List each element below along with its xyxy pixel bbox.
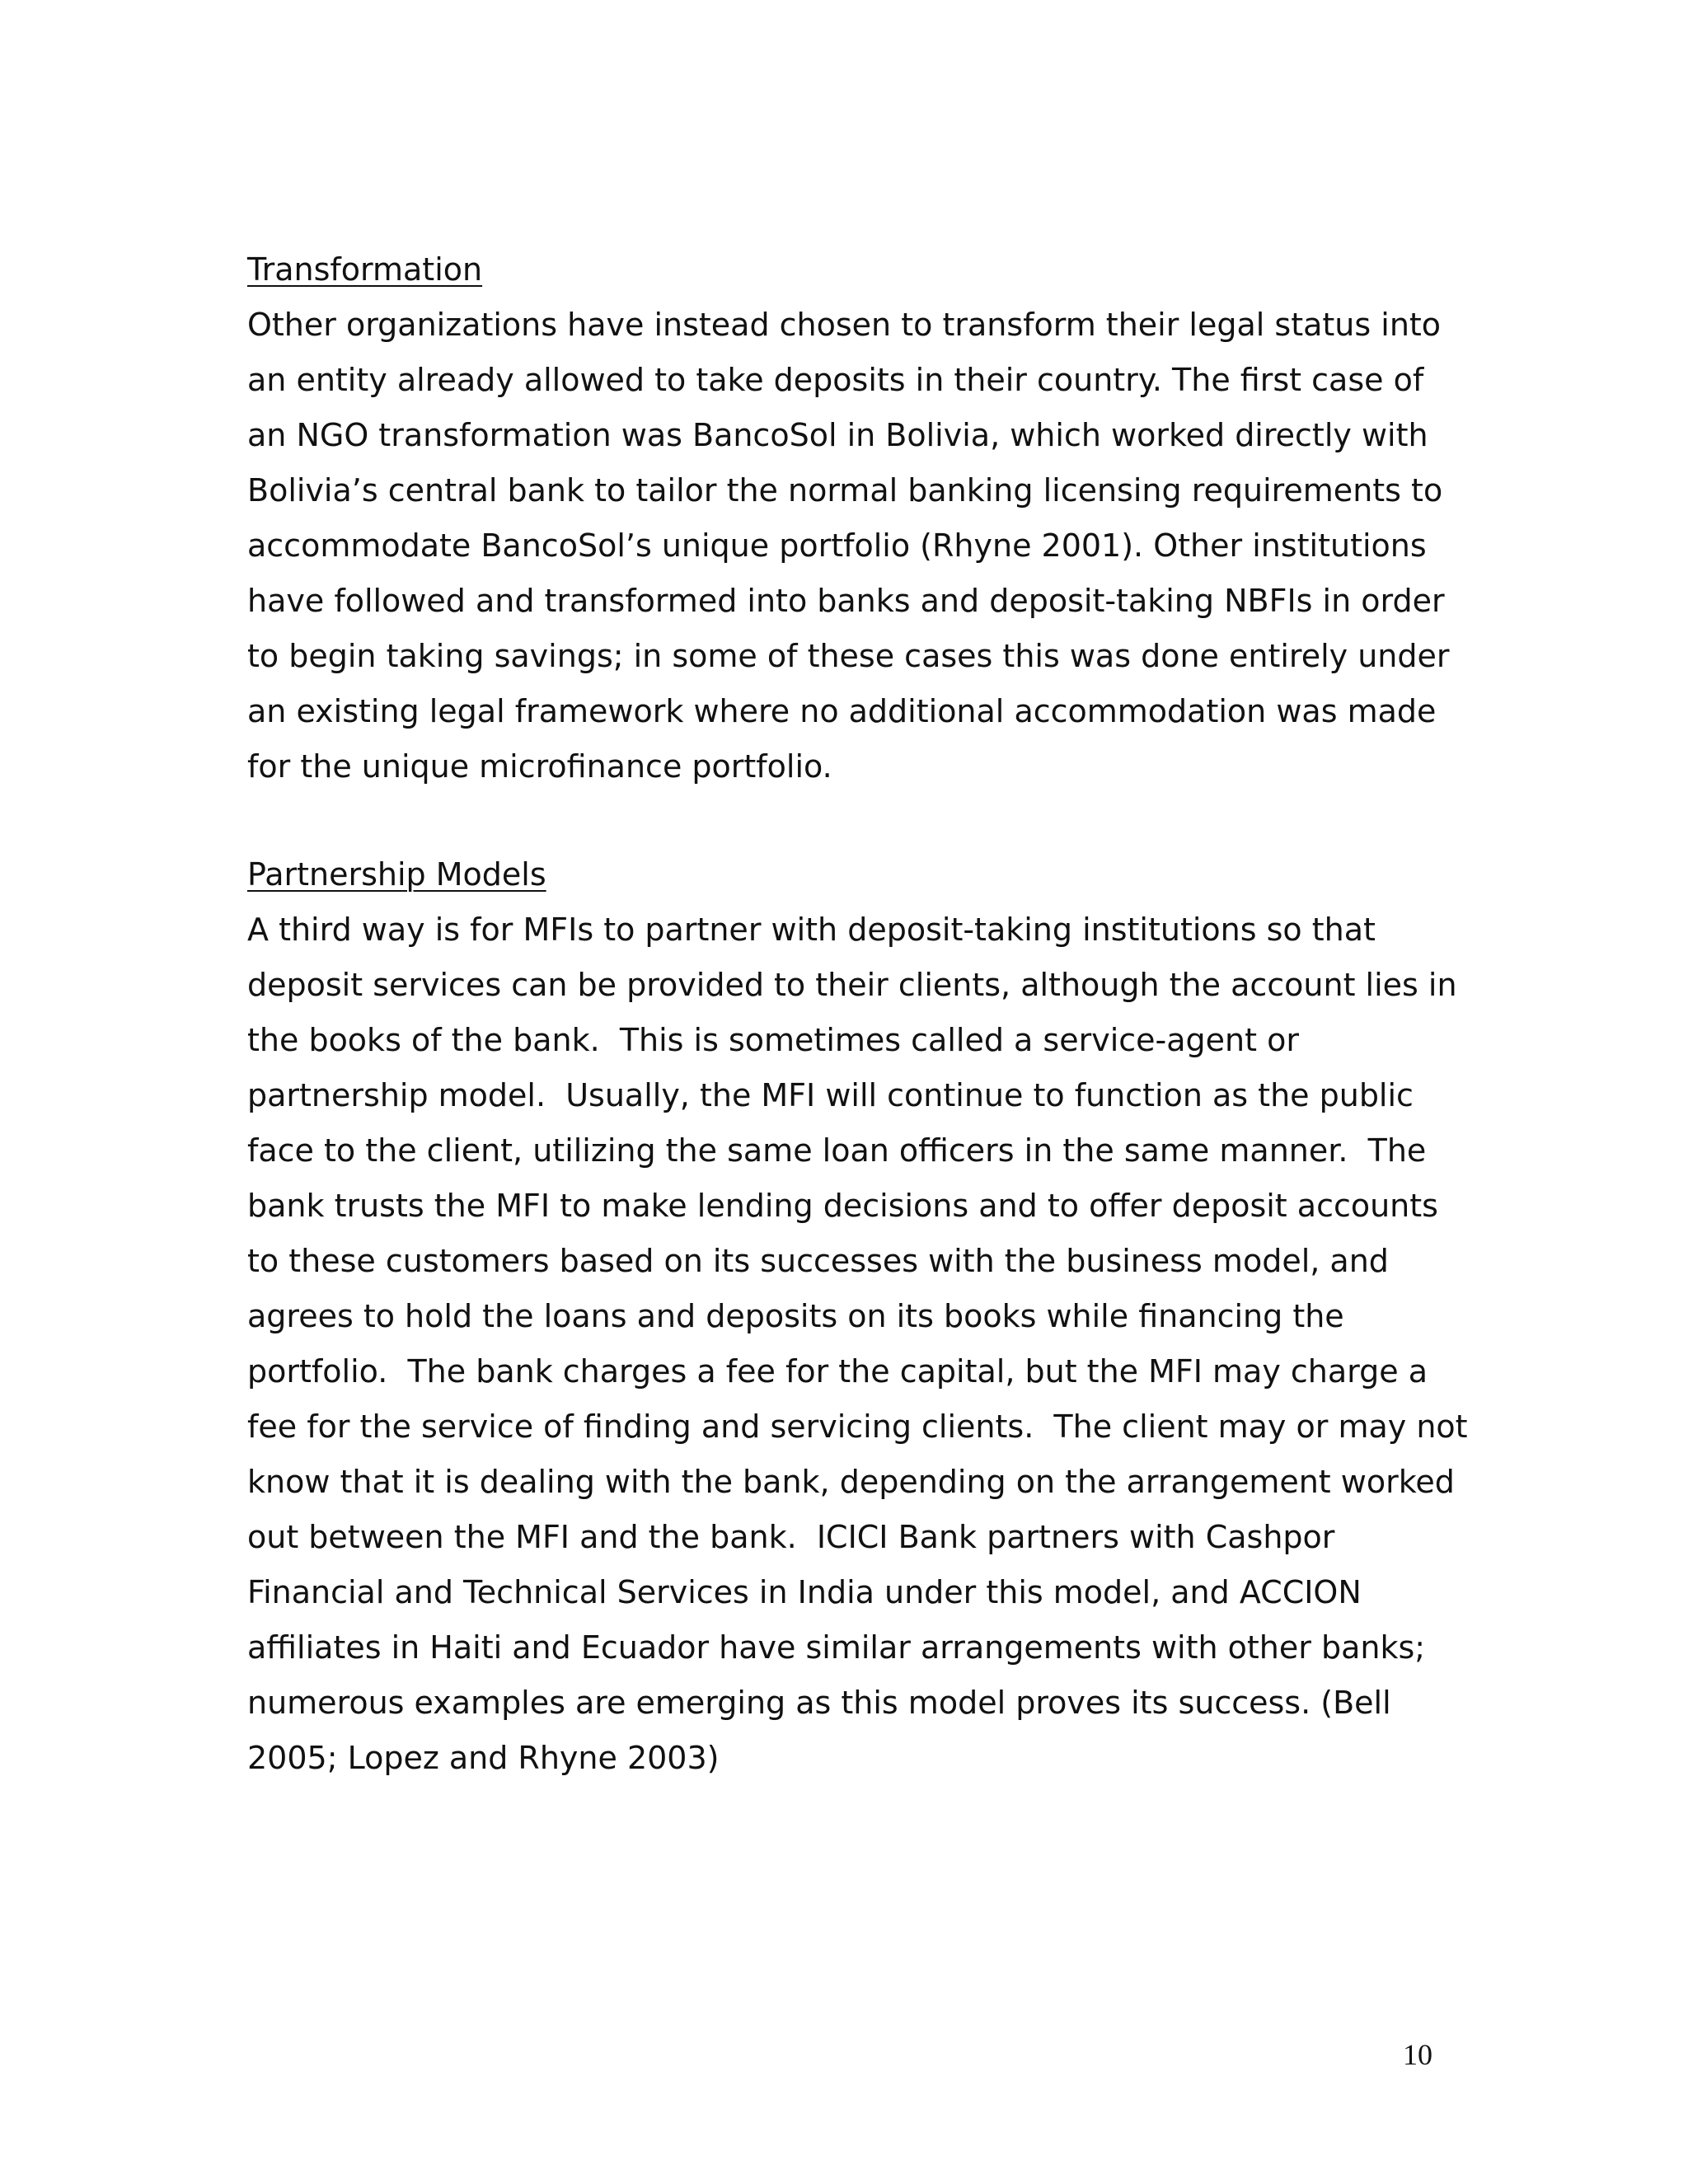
body-line: portfolio. The bank charges a fee for the capital, but the MFI may charge a: [247, 1353, 1428, 1390]
section-body: [247, 902, 1468, 1786]
body-line: to begin taking savings; in some of these cases this was done entirely under: [247, 638, 1450, 674]
section-body: [247, 298, 1451, 794]
body-line: to these customers based on its successes with the business model, and: [247, 1243, 1389, 1279]
body-line: an existing legal framework where no additional accommodation was made: [247, 693, 1437, 729]
body-line: affiliates in Haiti and Ecuador have similar arrangements with other banks;: [247, 1629, 1426, 1666]
body-line: accommodate BancoSol’s unique portfolio (Rhyne 2001). Other institutions: [247, 527, 1427, 564]
body-line: for the unique microfinance portfolio.: [247, 748, 832, 785]
body-line: an entity already allowed to take deposits in their country. The first case of: [247, 362, 1424, 398]
body-line: numerous examples are emerging as this model proves its success. (Bell: [247, 1685, 1391, 1721]
body-line: bank trusts the MFI to make lending decisions and to offer deposit accounts: [247, 1188, 1438, 1224]
body-line: 2005; Lopez and Rhyne 2003): [247, 1740, 720, 1776]
section-partnership-models: [247, 847, 1468, 1786]
body-line: partnership model. Usually, the MFI will continue to function as the public: [247, 1077, 1414, 1113]
section-heading: Partnership Models: [247, 856, 546, 893]
body-line: Other organizations have instead chosen to transform their legal status into: [247, 307, 1442, 343]
body-line: agrees to hold the loans and deposits on its books while financing the: [247, 1298, 1344, 1334]
body-line: Financial and Technical Services in India under this model, and ACCION: [247, 1574, 1362, 1610]
body-line: deposit services can be provided to their clients, although the account lies in: [247, 967, 1457, 1003]
section-transformation: [247, 242, 1451, 794]
section-heading: Transformation: [247, 251, 483, 288]
body-line: Bolivia’s central bank to tailor the normal banking licensing requirements to: [247, 472, 1443, 509]
body-line: the books of the bank. This is sometimes called a service-agent or: [247, 1022, 1299, 1058]
page-number: 10: [1403, 2038, 1432, 2071]
body-line: out between the MFI and the bank. ICICI Bank partners with Cashpor: [247, 1519, 1335, 1555]
body-line: fee for the service of finding and servicing clients. The client may or may not: [247, 1408, 1468, 1445]
body-line: have followed and transformed into banks and deposit-taking NBFIs in order: [247, 583, 1445, 619]
body-line: face to the client, utilizing the same loan officers in the same manner. The: [247, 1132, 1427, 1169]
body-line: know that it is dealing with the bank, depending on the arrangement worked: [247, 1464, 1455, 1500]
body-line: an NGO transformation was BancoSol in Bolivia, which worked directly with: [247, 417, 1428, 453]
body-line: A third way is for MFIs to partner with deposit-taking institutions so that: [247, 912, 1376, 948]
